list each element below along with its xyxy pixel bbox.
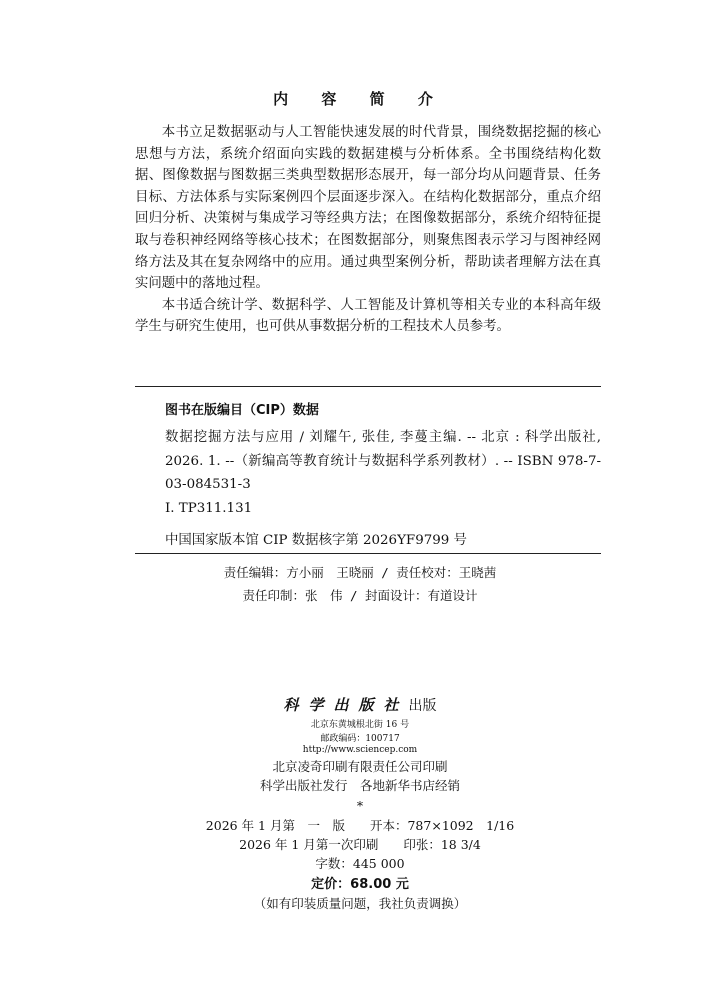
distribution: 科学出版社发行 各地新华书店经销	[259, 778, 460, 793]
production-credits: 责任印制：张 伟 / 封面设计：有道设计	[242, 588, 478, 603]
cip-entry: 数据挖掘方法与应用 / 刘耀午, 张佳, 李蔓主编. -- 北京 : 科学出版社, 2026. 1. --（新编高等教育统计与数据科学系列教材）. -- ISBN 978-7-03-084531-3	[165, 430, 601, 492]
publisher-logo: 科学出版社	[283, 696, 409, 714]
word-count: 字数：445 000	[315, 856, 405, 871]
summary-paragraph: 本书立足数据驱动与人工智能快速发展的时代背景，围绕数据挖掘的核心思想与方法，系统介绍面向实践的数据建模与分析体系。全书围绕结构化数据、图像数据与图数据三类典型数据形态展开，每一部分均从问题背景、任务目标、方法体系与实际案例四个层面逐步深入。在结构化数据部分，重点介绍回归分析、决策树与集成学习等经典方法；在图像数据部分，系统介绍特征提取与卷积神经网络等核心技术；在图数据部分，则聚焦图表示学习与图神经网络方法及其在复杂网络中的应用。通过典型案例分析，帮助读者理解方法在真实问题中的落地过程。	[135, 125, 601, 292]
cip-classification: Ⅰ. TP311.131	[165, 501, 253, 516]
publisher-name	[0, 694, 720, 715]
publisher-postcode: 邮政编码：100717	[320, 734, 400, 744]
printer: 北京凌奇印刷有限责任公司印刷	[272, 759, 448, 774]
publisher-url: http://www.sciencep.com	[302, 745, 418, 755]
printing-info: 2026 年 1 月第一次印刷 印张：18 3/4	[239, 837, 481, 852]
cip-block	[135, 386, 601, 554]
publisher-suffix: 出版	[408, 698, 437, 714]
publisher-address: 北京东黄城根北街 16 号	[310, 720, 410, 730]
summary-heading: 内 容 简 介	[273, 90, 447, 108]
cip-record-number: 中国国家版本馆 CIP 数据核字第 2026YF9799 号	[165, 533, 467, 548]
summary-text	[135, 122, 601, 338]
summary-paragraph: 本书适合统计学、数据科学、人工智能及计算机等相关专业的本科高年级学生与研究生使用，也可供从事数据分析的工程技术人员参考。	[135, 297, 601, 335]
quality-notice: （如有印装质量问题，我社负责调换）	[253, 896, 467, 911]
price: 定价：68.00 元	[311, 877, 409, 892]
cip-heading: 图书在版编目（CIP）数据	[165, 403, 319, 418]
editor-credits: 责任编辑：方小丽 王晓丽 / 责任校对：王晓茜	[223, 565, 497, 580]
separator: *	[356, 798, 364, 813]
edition-info: 2026 年 1 月第 一 版 开本：787×1092 1/16	[205, 818, 515, 833]
